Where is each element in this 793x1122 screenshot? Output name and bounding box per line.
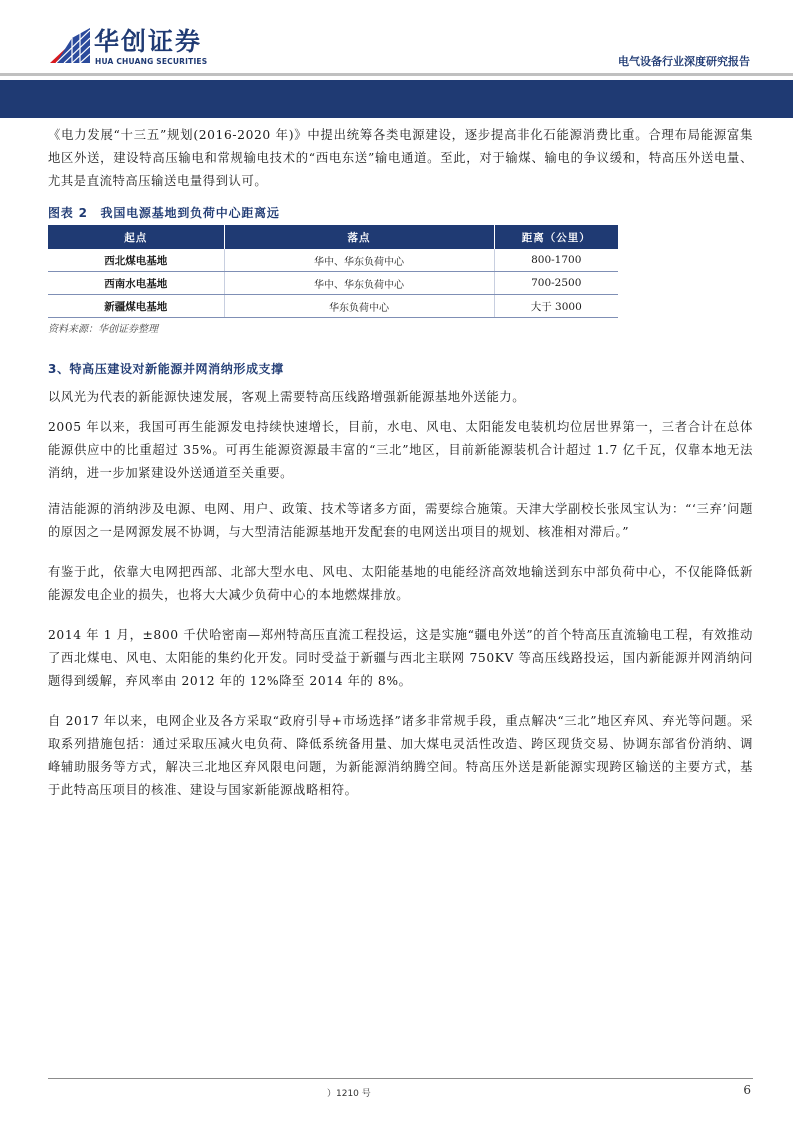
company-name-cn: 华创证券 xyxy=(94,27,203,56)
report-type-label: 电气设备行业深度研究报告 xyxy=(618,55,750,68)
body-paragraph: 清洁能源的消纳涉及电源、电网、用户、政策、技术等诸多方面，需要综合施策。天津大学副校长张凤宝认为：“‘三弃’问题的原因之一是网源发展不协调，与大型清洁能源基地开发配套的电网送出项目的规划、核准相对滞后。” xyxy=(48,502,753,539)
company-name-en: HUA CHUANG SECURITIES xyxy=(95,57,208,66)
huachuang-logo-icon xyxy=(50,28,90,63)
cell-distance: 700-2500 xyxy=(494,272,618,295)
cell-distance: 800-1700 xyxy=(494,249,618,272)
table-header-distance: 距离（公里） xyxy=(494,225,618,249)
footer-divider xyxy=(48,1078,753,1079)
section-heading: 3、特高压建设对新能源并网消纳形成支撑 xyxy=(48,362,284,376)
distance-table xyxy=(48,225,618,318)
body-paragraph: 以风光为代表的新能源快速发展，客观上需要特高压线路增强新能源基地外送能力。 xyxy=(48,390,526,404)
table-header-destination: 落点 xyxy=(224,225,494,249)
cell-origin: 新疆煤电基地 xyxy=(48,295,224,318)
table-header-row xyxy=(48,225,618,249)
page-number: 6 xyxy=(743,1083,751,1097)
figure-title: 图表 2 我国电源基地到负荷中心距离远 xyxy=(48,206,280,220)
page-body xyxy=(48,124,753,802)
footer-doc-number: ）1210 号 xyxy=(327,1089,371,1099)
cell-origin: 西北煤电基地 xyxy=(48,249,224,272)
intro-paragraph: 《电力发展“十三五”规划(2016-2020 年)》中提出统筹各类电源建设，逐步提高非化石能源消费比重。合理布局能源富集地区外送，建设特高压输电和常规输电技术的“西电东送”输电通道。至此，对于输煤、输电的争议缓和，特高压外送电量、尤其是直流特高压输送电量得到认可。 xyxy=(48,128,753,188)
figure-source: 资料来源：华创证券整理 xyxy=(48,324,158,335)
body-paragraph: 有鉴于此，依靠大电网把西部、北部大型水电、风电、太阳能基地的电能经济高效地输送到东中部负荷中心，不仅能降低新能源发电企业的损失，也将大大减少负荷中心的本地燃煤排放。 xyxy=(48,565,753,602)
table-row xyxy=(48,295,618,318)
page-header xyxy=(0,0,793,118)
cell-destination: 华中、华东负荷中心 xyxy=(224,272,494,295)
cell-destination: 华中、华东负荷中心 xyxy=(224,249,494,272)
table-row xyxy=(48,249,618,272)
header-divider-gap xyxy=(0,76,793,79)
body-paragraph: 自 2017 年以来，电网企业及各方采取“政府引导+市场选择”诸多非常规手段，重点解决“三北”地区弃风、弃光等问题。采取系列措施包括：通过采取压减火电负荷、降低系统备用量、加大煤电灵活性改造、跨区现货交易、协调东部省份消纳、调峰辅助服务等方式，解决三北地区弃风限电问题，为新能源消纳腾空间。特高压外送是新能源实现跨区输送的主要方式，基于此特高压项目的核准、建设与国家新能源战略相符。 xyxy=(48,714,753,797)
body-paragraph: 2014 年 1 月，±800 千伏哈密南—郑州特高压直流工程投运，这是实施“疆电外送”的首个特高压直流输电工程，有效推动了西北煤电、风电、太阳能的集约化开发。同时受益于新疆与西北主联网 750KV 等高压线路投运，国内新能源并网消纳问题得到缓解，弃风率由 2012 年的 12%降至 2014 年的 8%。 xyxy=(48,628,753,688)
table-row xyxy=(48,272,618,295)
body-paragraph: 2005 年以来，我国可再生能源发电持续快速增长，目前，水电、风电、太阳能发电装机均位居世界第一，三者合计在总体能源供应中的比重超过 35%。可再生能源资源最丰富的“三北”地区，目前新能源装机合计超过 1.7 亿千瓦，仅靠本地无法消纳，进一步加紧建设外送通道至关重要。 xyxy=(48,420,753,480)
table-header-origin: 起点 xyxy=(48,225,224,249)
cell-destination: 华东负荷中心 xyxy=(224,295,494,318)
header-banner xyxy=(0,80,793,118)
cell-distance: 大于 3000 xyxy=(494,295,618,318)
cell-origin: 西南水电基地 xyxy=(48,272,224,295)
